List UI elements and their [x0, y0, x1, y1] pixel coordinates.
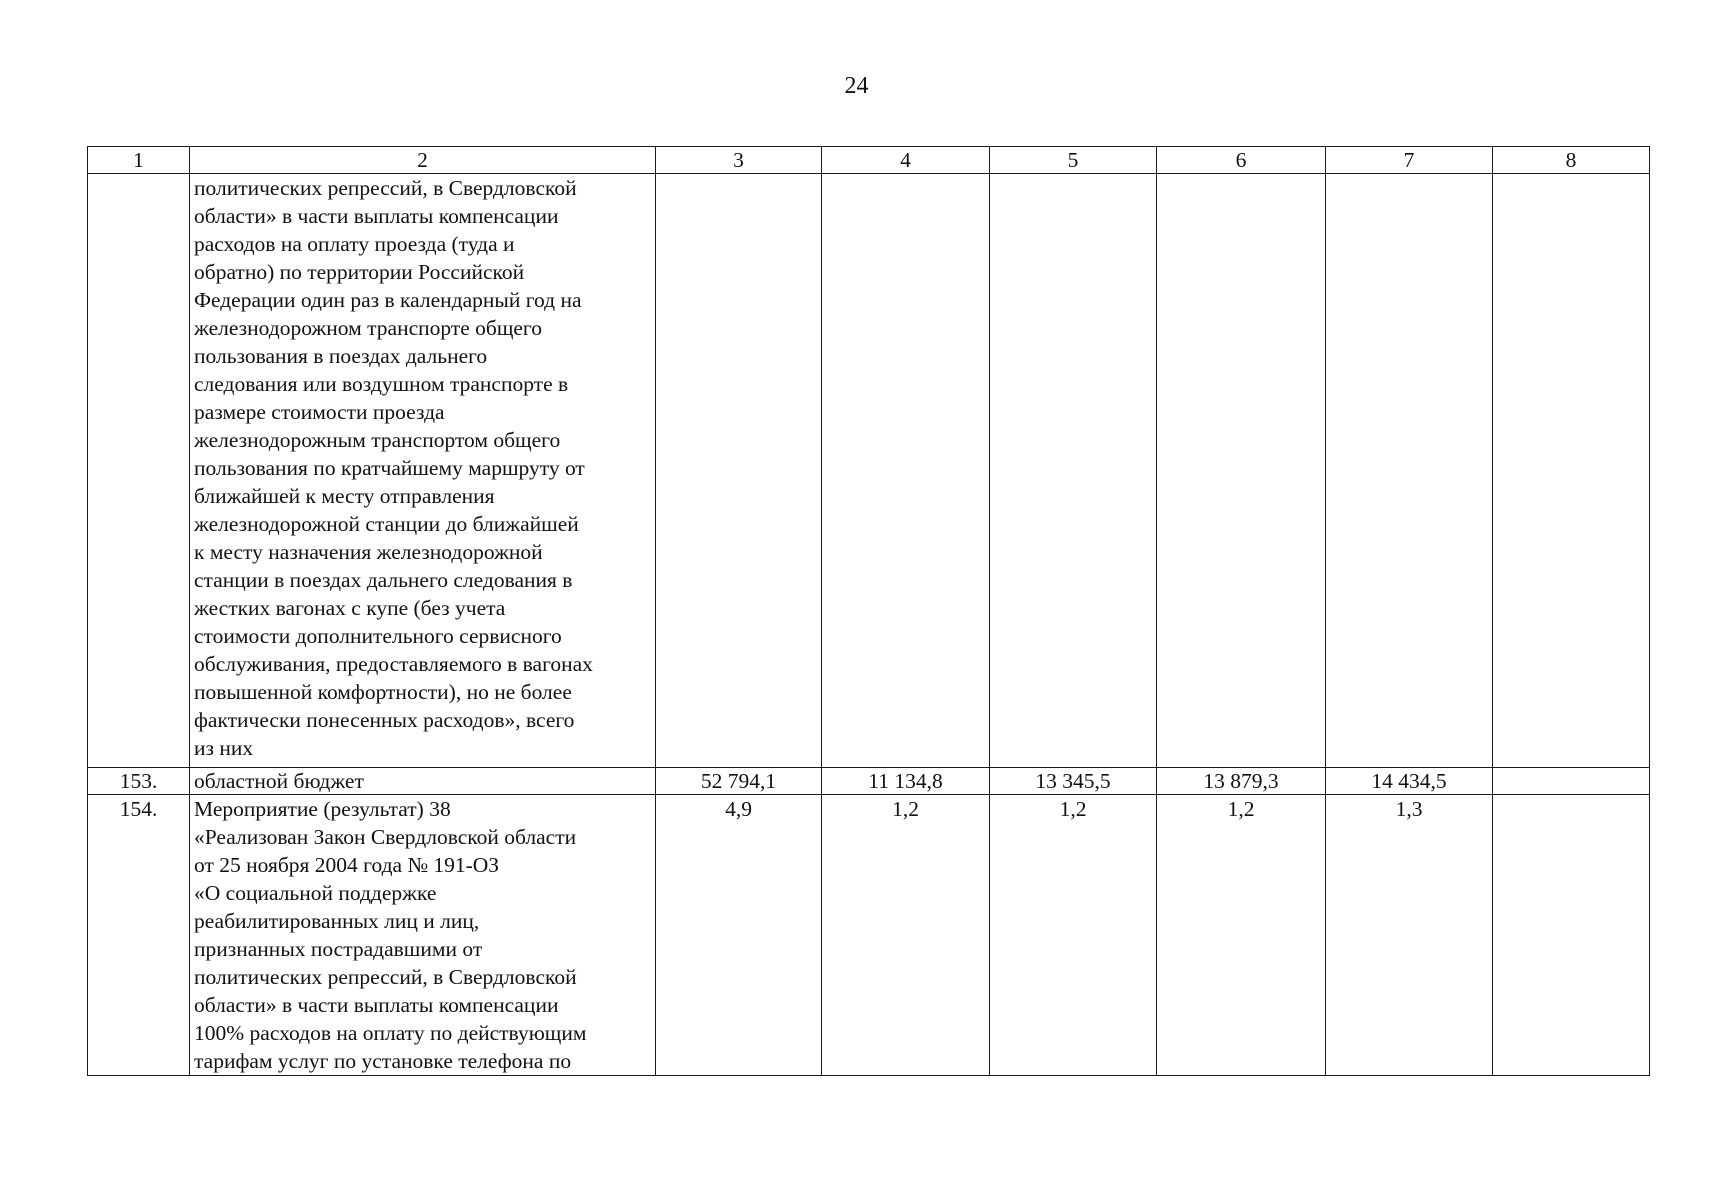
header-cell-2: 2 [190, 147, 656, 174]
budget-table [87, 146, 1650, 1076]
value-col-7: 1,3 [1326, 795, 1493, 1076]
row-description: политических репрессий, в Свердловской области» в части выплаты компенсации расходов на оплату проезда (туда и обратно) по территории Российской Федерации один раз в календарный год на железнодорожном транспорте общего пользования в поездах дальнего следования или воздушном транспорте в размере стоимости проезда железнодорожным транспортом общего пользования по кратчайшему маршруту от ближайшей к месту отправления железнодорожной станции до ближайшей к месту назначения железнодорожной станции в поездах дальнего следования в жестких вагонах с купе (без учета стоимости дополнительного сервисного обслуживания, предоставляемого в вагонах повышенной комфортности), но не более фактически понесенных расходов», всего из них [190, 174, 656, 768]
value-col-5: 1,2 [990, 795, 1157, 1076]
table-header-row [88, 147, 1650, 174]
row-number: 153. [88, 768, 190, 795]
page-number: 24 [844, 73, 869, 99]
table-row [88, 768, 1650, 795]
value-col-7 [1326, 174, 1493, 768]
row-number: 154. [88, 795, 190, 1076]
value-col-3 [656, 174, 822, 768]
row-description: областной бюджет [190, 768, 656, 795]
header-cell-7: 7 [1326, 147, 1493, 174]
table-row [88, 795, 1650, 1076]
header-cell-4: 4 [822, 147, 990, 174]
value-col-6 [1157, 174, 1326, 768]
value-col-5 [990, 174, 1157, 768]
header-cell-8: 8 [1493, 147, 1650, 174]
value-col-4 [822, 174, 990, 768]
table-row [88, 174, 1650, 768]
value-col-3: 4,9 [656, 795, 822, 1076]
value-col-4: 11 134,8 [822, 768, 990, 795]
value-col-6: 1,2 [1157, 795, 1326, 1076]
row-description: Мероприятие (результат) 38 «Реализован Закон Свердловской области от 25 ноября 2004 года № 191-ОЗ «О социальной поддержке реабилитированных лиц и лиц, признанных пострадавшими от политических репрессий, в Свердловской области» в части выплаты компенсации 100% расходов на оплату по действующим тарифам услуг по установке телефона по [190, 795, 656, 1076]
value-col-3: 52 794,1 [656, 768, 822, 795]
header-cell-1: 1 [88, 147, 190, 174]
value-col-7: 14 434,5 [1326, 768, 1493, 795]
value-col-8 [1493, 768, 1650, 795]
header-cell-5: 5 [990, 147, 1157, 174]
header-cell-3: 3 [656, 147, 822, 174]
value-col-5: 13 345,5 [990, 768, 1157, 795]
value-col-6: 13 879,3 [1157, 768, 1326, 795]
value-col-8 [1493, 174, 1650, 768]
row-number [88, 174, 190, 768]
value-col-8 [1493, 795, 1650, 1076]
value-col-4: 1,2 [822, 795, 990, 1076]
header-cell-6: 6 [1157, 147, 1326, 174]
